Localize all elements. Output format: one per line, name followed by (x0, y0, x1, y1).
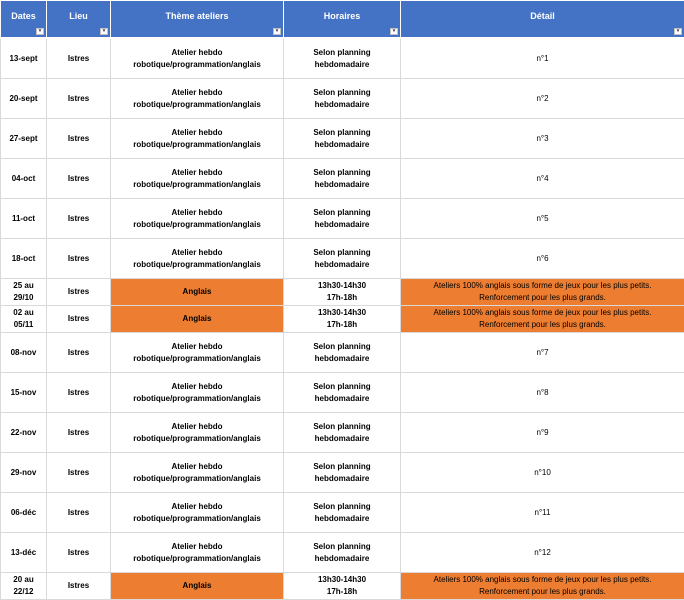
cell-lieu[interactable]: Istres (47, 38, 111, 79)
header-label: Détail (401, 11, 684, 27)
cell-horaires[interactable]: Selon planning hebdomadaire (284, 453, 401, 493)
header-label: Dates (1, 11, 46, 27)
cell-detail[interactable]: Ateliers 100% anglais sous forme de jeux pour les plus petits. Renforcement pour les plus grands. (401, 279, 684, 306)
table-row (1, 159, 684, 199)
cell-date[interactable]: 20-sept (1, 79, 47, 119)
cell-theme[interactable]: Atelier hebdo robotique/programmation/anglais (111, 373, 284, 413)
cell-lieu[interactable]: Istres (47, 279, 111, 306)
header-label: Horaires (284, 11, 400, 27)
cell-detail[interactable]: n°10 (401, 453, 684, 493)
filter-dropdown-icon[interactable]: ▾ (273, 28, 281, 35)
cell-date[interactable]: 27-sept (1, 119, 47, 159)
table-row (1, 279, 684, 306)
header-theme (111, 1, 284, 39)
cell-lieu[interactable]: Istres (47, 373, 111, 413)
cell-date[interactable]: 13-déc (1, 533, 47, 573)
table-row (1, 333, 684, 373)
table-row (1, 413, 684, 453)
cell-date[interactable]: 18-oct (1, 239, 47, 279)
table-body (1, 38, 684, 600)
cell-lieu[interactable]: Istres (47, 119, 111, 159)
cell-horaires[interactable]: 13h30-14h30 17h-18h (284, 573, 401, 600)
header-dates (1, 1, 47, 39)
cell-theme[interactable]: Atelier hebdo robotique/programmation/anglais (111, 533, 284, 573)
cell-horaires[interactable]: Selon planning hebdomadaire (284, 533, 401, 573)
cell-theme[interactable]: Atelier hebdo robotique/programmation/anglais (111, 239, 284, 279)
cell-date[interactable]: 20 au 22/12 (1, 573, 47, 600)
cell-horaires[interactable]: Selon planning hebdomadaire (284, 199, 401, 239)
cell-date[interactable]: 06-déc (1, 493, 47, 533)
cell-theme[interactable]: Atelier hebdo robotique/programmation/anglais (111, 79, 284, 119)
cell-theme[interactable]: Atelier hebdo robotique/programmation/anglais (111, 199, 284, 239)
header-horaires (284, 1, 401, 39)
cell-theme[interactable]: Atelier hebdo robotique/programmation/anglais (111, 38, 284, 79)
cell-horaires[interactable]: Selon planning hebdomadaire (284, 79, 401, 119)
cell-theme[interactable]: Anglais (111, 573, 284, 600)
cell-theme[interactable]: Atelier hebdo robotique/programmation/anglais (111, 493, 284, 533)
cell-horaires[interactable]: Selon planning hebdomadaire (284, 413, 401, 453)
header-lieu (47, 1, 111, 39)
cell-lieu[interactable]: Istres (47, 79, 111, 119)
filter-dropdown-icon[interactable]: ▾ (36, 28, 44, 35)
cell-detail[interactable]: n°1 (401, 38, 684, 79)
cell-date[interactable]: 29-nov (1, 453, 47, 493)
cell-lieu[interactable]: Istres (47, 159, 111, 199)
cell-date[interactable]: 15-nov (1, 373, 47, 413)
table-row (1, 119, 684, 159)
table-row (1, 199, 684, 239)
cell-theme[interactable]: Atelier hebdo robotique/programmation/anglais (111, 413, 284, 453)
cell-theme[interactable]: Atelier hebdo robotique/programmation/anglais (111, 453, 284, 493)
cell-horaires[interactable]: Selon planning hebdomadaire (284, 38, 401, 79)
cell-horaires[interactable]: Selon planning hebdomadaire (284, 373, 401, 413)
table-row (1, 533, 684, 573)
cell-date[interactable]: 13-sept (1, 38, 47, 79)
header-row (1, 1, 684, 39)
cell-lieu[interactable]: Istres (47, 199, 111, 239)
table-row (1, 373, 684, 413)
table-row (1, 239, 684, 279)
cell-theme[interactable]: Anglais (111, 279, 284, 306)
cell-detail[interactable]: n°11 (401, 493, 684, 533)
table-row (1, 493, 684, 533)
cell-lieu[interactable]: Istres (47, 306, 111, 333)
cell-detail[interactable]: n°2 (401, 79, 684, 119)
cell-lieu[interactable]: Istres (47, 453, 111, 493)
filter-dropdown-icon[interactable]: ▾ (674, 28, 682, 35)
table-row (1, 573, 684, 600)
cell-date[interactable]: 04-oct (1, 159, 47, 199)
cell-horaires[interactable]: Selon planning hebdomadaire (284, 493, 401, 533)
cell-date[interactable]: 08-nov (1, 333, 47, 373)
cell-detail[interactable]: n°12 (401, 533, 684, 573)
cell-date[interactable]: 22-nov (1, 413, 47, 453)
table-row (1, 306, 684, 333)
cell-horaires[interactable]: 13h30-14h30 17h-18h (284, 306, 401, 333)
cell-horaires[interactable]: Selon planning hebdomadaire (284, 159, 401, 199)
cell-lieu[interactable]: Istres (47, 533, 111, 573)
cell-lieu[interactable]: Istres (47, 239, 111, 279)
header-label: Lieu (47, 11, 110, 27)
cell-horaires[interactable]: 13h30-14h30 17h-18h (284, 279, 401, 306)
cell-detail[interactable]: n°9 (401, 413, 684, 453)
cell-detail[interactable]: n°6 (401, 239, 684, 279)
table-row (1, 453, 684, 493)
cell-date[interactable]: 25 au 29/10 (1, 279, 47, 306)
cell-lieu[interactable]: Istres (47, 413, 111, 453)
cell-lieu[interactable]: Istres (47, 493, 111, 533)
cell-detail[interactable]: n°5 (401, 199, 684, 239)
cell-theme[interactable]: Atelier hebdo robotique/programmation/anglais (111, 159, 284, 199)
cell-horaires[interactable]: Selon planning hebdomadaire (284, 239, 401, 279)
table-row (1, 38, 684, 79)
cell-theme[interactable]: Anglais (111, 306, 284, 333)
table-row (1, 79, 684, 119)
cell-detail[interactable]: n°7 (401, 333, 684, 373)
cell-detail[interactable]: Ateliers 100% anglais sous forme de jeux pour les plus petits. Renforcement pour les plus grands. (401, 573, 684, 600)
cell-theme[interactable]: Atelier hebdo robotique/programmation/anglais (111, 333, 284, 373)
cell-horaires[interactable]: Selon planning hebdomadaire (284, 119, 401, 159)
cell-lieu[interactable]: Istres (47, 573, 111, 600)
cell-detail[interactable]: Ateliers 100% anglais sous forme de jeux pour les plus petits. Renforcement pour les plus grands. (401, 306, 684, 333)
cell-detail[interactable]: n°8 (401, 373, 684, 413)
filter-dropdown-icon[interactable]: ▾ (390, 28, 398, 35)
cell-detail[interactable]: n°4 (401, 159, 684, 199)
header-label: Thème ateliers (111, 11, 283, 27)
filter-dropdown-icon[interactable]: ▾ (100, 28, 108, 35)
cell-detail[interactable]: n°3 (401, 119, 684, 159)
cell-horaires[interactable]: Selon planning hebdomadaire (284, 333, 401, 373)
cell-lieu[interactable]: Istres (47, 333, 111, 373)
cell-date[interactable]: 02 au 05/11 (1, 306, 47, 333)
cell-theme[interactable]: Atelier hebdo robotique/programmation/anglais (111, 119, 284, 159)
header-detail (401, 1, 684, 39)
cell-date[interactable]: 11-oct (1, 199, 47, 239)
